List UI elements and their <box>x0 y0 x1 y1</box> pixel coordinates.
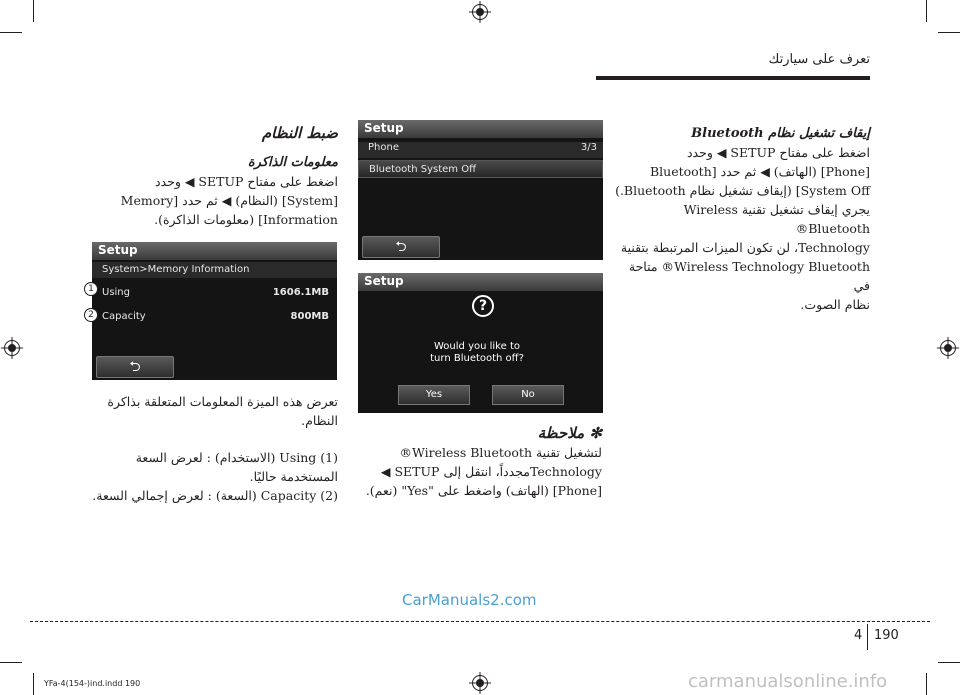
note-title: ✻ ملاحظة <box>537 424 602 442</box>
system-para-line: اضغط على مفتاح SETUP ◀ وحدد <box>154 174 338 189</box>
crop-mark <box>33 673 34 695</box>
bluetooth-off-para-line: [Phone] (الهاتف) ◀ ثم حدد [Bluetooth <box>649 164 870 179</box>
page-number: 190 <box>874 628 899 643</box>
header-rule <box>596 76 870 80</box>
setup-screen-dialog <box>358 273 603 413</box>
memory-info-subtitle: معلومات الذاكرة <box>247 155 338 170</box>
setup-screen-phone <box>358 120 603 260</box>
system-item-line: المستخدمة حاليًا. <box>249 469 338 484</box>
note-para-line: لتشغيل تقنية Wireless Bluetooth® <box>399 445 602 460</box>
phone-row[interactable] <box>358 142 603 158</box>
bluetooth-off-para-line: Technology، لن تكون الميزات المرتبطة بتقنية <box>620 240 870 255</box>
system-item-line: (1) Using (الاستخدام) : لعرض السعة <box>135 450 338 465</box>
back-button[interactable]: ⮌ <box>96 356 174 378</box>
footer-dashed-rule <box>30 621 930 622</box>
registration-mark-icon <box>472 675 488 691</box>
callout-2: 2 <box>84 308 98 322</box>
screen-title-bar <box>358 120 603 138</box>
bluetooth-off-para-line: نظام الصوت. <box>800 297 870 312</box>
bluetooth-system-off-item[interactable]: Bluetooth System Off <box>358 160 603 178</box>
page-separator <box>867 624 868 650</box>
back-button[interactable]: ⮌ <box>362 236 440 258</box>
system-desc: تعرض هذه الميزة المعلومات المتعلقة بذاكرة النظام. <box>107 394 338 428</box>
registration-mark-icon <box>4 340 20 356</box>
bluetooth-off-section <box>610 124 870 314</box>
site-watermark: carmanualsonline.info <box>688 671 888 692</box>
system-item-line: (2) Capacity (السعة) : لعرض إجمالي السعة. <box>92 488 338 503</box>
no-button[interactable]: No <box>492 385 564 405</box>
registration-mark-icon <box>472 4 488 20</box>
print-slug: YFa-4(154-)ind.indd 190 <box>44 679 141 688</box>
page-chapter: 4 <box>854 628 863 643</box>
system-settings-section <box>90 124 338 229</box>
bluetooth-off-title: إيقاف تشغيل نظام Bluetooth <box>691 126 870 141</box>
question-icon: ? <box>472 295 494 317</box>
bluetooth-off-para-line: System Off] (إيقاف تشغيل نظام Bluetooth.) <box>615 183 870 198</box>
registration-mark-icon <box>940 340 956 356</box>
crop-mark <box>926 673 927 695</box>
screen-title: Setup <box>364 274 404 288</box>
screen-title-bar <box>358 273 603 291</box>
yes-button[interactable]: Yes <box>398 385 470 405</box>
page-indicator: 3/3 <box>580 142 597 153</box>
system-para-line: [System] (النظام) ◀ ثم حدد [Memory <box>120 193 338 208</box>
bluetooth-off-para-line: Wireless Technology Bluetooth® متاحة في <box>628 259 870 293</box>
phone-row-label: Phone <box>368 142 399 153</box>
memory-row-value: 800MB <box>290 311 329 322</box>
crop-mark <box>33 0 34 22</box>
memory-row-label: Using <box>102 287 130 298</box>
memory-row-capacity <box>92 308 337 326</box>
callout-1: 1 <box>84 282 98 296</box>
note-section <box>352 424 602 500</box>
bluetooth-off-para-line: يجري إيقاف تشغيل تقنية Wireless Bluetooth® <box>683 202 870 236</box>
memory-info-screen <box>92 242 337 380</box>
crop-mark <box>0 32 22 33</box>
crop-mark <box>938 662 960 663</box>
system-desc-section <box>90 392 338 505</box>
screen-title-bar <box>92 242 337 260</box>
watermark: CarManuals2.com <box>402 591 537 609</box>
memory-row-using <box>92 284 337 302</box>
crop-mark <box>938 32 960 33</box>
note-para-line: [Phone] (الهاتف) واضغط على "Yes" (نعم). <box>365 483 602 498</box>
screen-title: Setup <box>98 243 138 257</box>
breadcrumb: System>Memory Information <box>92 262 337 278</box>
chapter-header: تعرف على سيارتك <box>768 52 870 67</box>
screen-title: Setup <box>364 121 404 135</box>
note-para-line: Technologyمجدداً، انتقل إلى SETUP ◀ <box>380 464 602 479</box>
memory-row-value: 1606.1MB <box>272 287 329 298</box>
system-para-line: Information] (معلومات الذاكرة). <box>154 212 338 227</box>
dialog-text: Would you like to turn Bluetooth off? <box>430 341 524 364</box>
crop-mark <box>0 662 22 663</box>
system-settings-title: ضبط النظام <box>261 124 338 142</box>
bluetooth-off-para-line: اضغط على مفتاح SETUP ◀ وحدد <box>686 145 870 160</box>
memory-row-label: Capacity <box>102 311 146 322</box>
crop-mark <box>926 0 927 22</box>
